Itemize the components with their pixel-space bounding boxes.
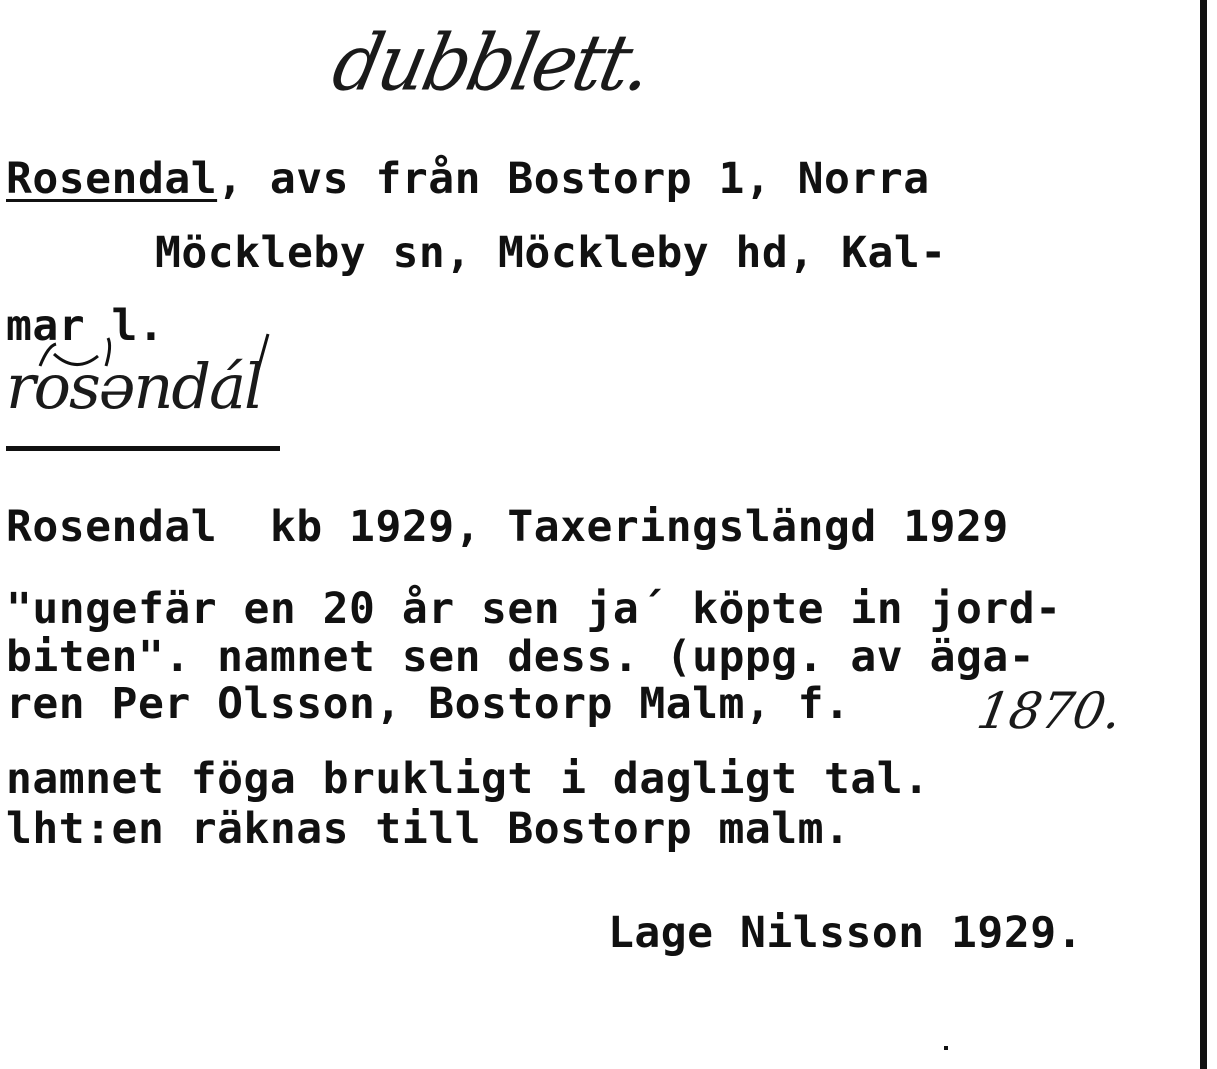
entry-name: Rosendal [6, 154, 218, 204]
entry-line-1 [6, 154, 930, 204]
quote-line-1: "ungefär en 20 år sen ja´ köpte in jord- [6, 584, 1062, 634]
entry-line-2: Möckleby sn, Möckleby hd, Kal- [155, 228, 947, 278]
handwritten-birth-year: 1870. [972, 682, 1127, 740]
quote-line-3: ren Per Olsson, Bostorp Malm, f. [6, 679, 851, 729]
phonetic-underline [6, 446, 280, 451]
entry-line-1-rest: , avs från Bostorp 1, Norra [217, 154, 930, 204]
scan-speck [944, 1046, 948, 1050]
handwritten-phonetic: rosəndál [6, 350, 262, 423]
source-line [6, 502, 1009, 552]
note-line-2: lht:en räknas till Bostorp malm. [6, 804, 851, 854]
source-name: Rosendal [6, 502, 218, 552]
signature: Lage Nilsson 1929. [608, 908, 1083, 958]
card-edge-border [1200, 0, 1207, 1069]
handwritten-heading: dubblett. [325, 17, 658, 109]
entry-line-3: mar l. [6, 301, 165, 351]
note-line-1: namnet föga brukligt i dagligt tal. [6, 754, 930, 804]
quote-line-2: biten". namnet sen dess. (uppg. av äga- [6, 632, 1036, 682]
source-references: kb 1929, Taxeringslängd 1929 [269, 502, 1009, 552]
